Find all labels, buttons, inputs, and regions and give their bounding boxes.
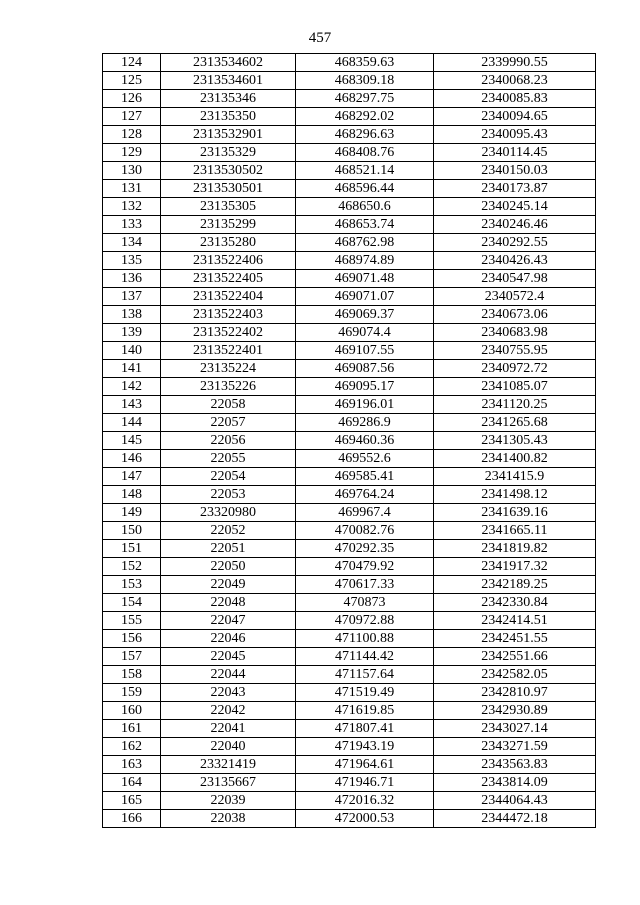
x-coordinate-cell: 468974.89 [296,252,434,270]
x-coordinate-cell: 471157.64 [296,666,434,684]
point-number-cell: 148 [103,486,161,504]
table-row [103,414,596,432]
table-row [103,702,596,720]
y-coordinate-cell: 2341917.32 [434,558,596,576]
point-number-cell: 139 [103,324,161,342]
point-number-cell: 130 [103,162,161,180]
table-row [103,378,596,396]
x-coordinate-cell: 471519.49 [296,684,434,702]
x-coordinate-cell: 469069.37 [296,306,434,324]
point-number-cell: 125 [103,72,161,90]
y-coordinate-cell: 2341265.68 [434,414,596,432]
point-number-cell: 136 [103,270,161,288]
x-coordinate-cell: 470873 [296,594,434,612]
table-row [103,108,596,126]
point-id-cell: 2313530501 [161,180,296,198]
x-coordinate-cell: 468596.44 [296,180,434,198]
point-id-cell: 23135329 [161,144,296,162]
table-row [103,450,596,468]
point-number-cell: 135 [103,252,161,270]
y-coordinate-cell: 2339990.55 [434,54,596,72]
point-id-cell: 23135280 [161,234,296,252]
point-number-cell: 161 [103,720,161,738]
y-coordinate-cell: 2340547.98 [434,270,596,288]
point-number-cell: 141 [103,360,161,378]
point-number-cell: 159 [103,684,161,702]
point-number-cell: 152 [103,558,161,576]
point-id-cell: 2313522401 [161,342,296,360]
x-coordinate-cell: 471619.85 [296,702,434,720]
table-row [103,684,596,702]
point-id-cell: 23135299 [161,216,296,234]
point-id-cell: 22046 [161,630,296,648]
table-row [103,72,596,90]
x-coordinate-cell: 469552.6 [296,450,434,468]
point-id-cell: 22038 [161,810,296,828]
x-coordinate-cell: 470082.76 [296,522,434,540]
table-row [103,720,596,738]
table-row [103,666,596,684]
table-row [103,162,596,180]
y-coordinate-cell: 2340085.83 [434,90,596,108]
table-row [103,756,596,774]
point-number-cell: 144 [103,414,161,432]
point-id-cell: 23135224 [161,360,296,378]
x-coordinate-cell: 469764.24 [296,486,434,504]
point-number-cell: 138 [103,306,161,324]
table-row [103,486,596,504]
x-coordinate-cell: 470972.88 [296,612,434,630]
y-coordinate-cell: 2343563.83 [434,756,596,774]
table-row [103,288,596,306]
y-coordinate-cell: 2343027.14 [434,720,596,738]
x-coordinate-cell: 471100.88 [296,630,434,648]
point-id-cell: 22058 [161,396,296,414]
x-coordinate-cell: 468296.63 [296,126,434,144]
point-id-cell: 22040 [161,738,296,756]
table-row [103,54,596,72]
y-coordinate-cell: 2340246.46 [434,216,596,234]
table-row [103,738,596,756]
point-number-cell: 164 [103,774,161,792]
point-number-cell: 143 [103,396,161,414]
point-number-cell: 153 [103,576,161,594]
x-coordinate-cell: 468408.76 [296,144,434,162]
y-coordinate-cell: 2341639.16 [434,504,596,522]
point-id-cell: 23135346 [161,90,296,108]
point-id-cell: 22041 [161,720,296,738]
x-coordinate-cell: 469095.17 [296,378,434,396]
y-coordinate-cell: 2342330.84 [434,594,596,612]
x-coordinate-cell: 468650.6 [296,198,434,216]
y-coordinate-cell: 2341305.43 [434,432,596,450]
x-coordinate-cell: 471144.42 [296,648,434,666]
y-coordinate-cell: 2343814.09 [434,774,596,792]
x-coordinate-cell: 468762.98 [296,234,434,252]
point-number-cell: 142 [103,378,161,396]
table-row [103,342,596,360]
x-coordinate-cell: 471943.19 [296,738,434,756]
point-id-cell: 23135350 [161,108,296,126]
point-number-cell: 147 [103,468,161,486]
point-number-cell: 157 [103,648,161,666]
table-row [103,252,596,270]
table-row [103,216,596,234]
y-coordinate-cell: 2341085.07 [434,378,596,396]
point-number-cell: 137 [103,288,161,306]
y-coordinate-cell: 2342582.05 [434,666,596,684]
x-coordinate-cell: 472016.32 [296,792,434,810]
point-id-cell: 2313534601 [161,72,296,90]
x-coordinate-cell: 469585.41 [296,468,434,486]
point-number-cell: 149 [103,504,161,522]
point-id-cell: 2313522402 [161,324,296,342]
point-id-cell: 22055 [161,450,296,468]
point-number-cell: 162 [103,738,161,756]
point-number-cell: 156 [103,630,161,648]
x-coordinate-cell: 471964.61 [296,756,434,774]
x-coordinate-cell: 471946.71 [296,774,434,792]
y-coordinate-cell: 2340972.72 [434,360,596,378]
y-coordinate-cell: 2340572.4 [434,288,596,306]
point-number-cell: 131 [103,180,161,198]
point-number-cell: 166 [103,810,161,828]
x-coordinate-cell: 468292.02 [296,108,434,126]
y-coordinate-cell: 2340683.98 [434,324,596,342]
x-coordinate-cell: 470292.35 [296,540,434,558]
point-number-cell: 127 [103,108,161,126]
point-id-cell: 22053 [161,486,296,504]
table-row [103,180,596,198]
x-coordinate-cell: 469286.9 [296,414,434,432]
table-row [103,774,596,792]
y-coordinate-cell: 2342551.66 [434,648,596,666]
x-coordinate-cell: 472000.53 [296,810,434,828]
point-number-cell: 126 [103,90,161,108]
point-id-cell: 22048 [161,594,296,612]
table-row [103,270,596,288]
point-id-cell: 22056 [161,432,296,450]
point-id-cell: 22039 [161,792,296,810]
page-number: 457 [308,30,332,46]
table-row [103,612,596,630]
x-coordinate-cell: 469460.36 [296,432,434,450]
y-coordinate-cell: 2341819.82 [434,540,596,558]
y-coordinate-cell: 2344064.43 [434,792,596,810]
point-id-cell: 2313522404 [161,288,296,306]
y-coordinate-cell: 2340068.23 [434,72,596,90]
point-id-cell: 22052 [161,522,296,540]
table-row [103,558,596,576]
x-coordinate-cell: 468653.74 [296,216,434,234]
y-coordinate-cell: 2340114.45 [434,144,596,162]
x-coordinate-cell: 469196.01 [296,396,434,414]
point-id-cell: 2313532901 [161,126,296,144]
x-coordinate-cell: 469087.56 [296,360,434,378]
y-coordinate-cell: 2344472.18 [434,810,596,828]
point-number-cell: 146 [103,450,161,468]
x-coordinate-cell: 468359.63 [296,54,434,72]
y-coordinate-cell: 2342930.89 [434,702,596,720]
point-number-cell: 124 [103,54,161,72]
point-number-cell: 160 [103,702,161,720]
point-id-cell: 22049 [161,576,296,594]
point-id-cell: 22047 [161,612,296,630]
point-number-cell: 133 [103,216,161,234]
x-coordinate-cell: 471807.41 [296,720,434,738]
point-id-cell: 2313522403 [161,306,296,324]
table-row [103,324,596,342]
x-coordinate-cell: 469967.4 [296,504,434,522]
y-coordinate-cell: 2340173.87 [434,180,596,198]
y-coordinate-cell: 2340094.65 [434,108,596,126]
coordinates-table [102,53,596,828]
table-row [103,504,596,522]
table-row [103,468,596,486]
y-coordinate-cell: 2342451.55 [434,630,596,648]
y-coordinate-cell: 2340245.14 [434,198,596,216]
y-coordinate-cell: 2342414.51 [434,612,596,630]
point-number-cell: 155 [103,612,161,630]
point-number-cell: 132 [103,198,161,216]
table-row [103,522,596,540]
point-number-cell: 150 [103,522,161,540]
y-coordinate-cell: 2340095.43 [434,126,596,144]
y-coordinate-cell: 2342189.25 [434,576,596,594]
point-id-cell: 23321419 [161,756,296,774]
table-row [103,126,596,144]
table-row [103,792,596,810]
point-id-cell: 22044 [161,666,296,684]
x-coordinate-cell: 468297.75 [296,90,434,108]
point-id-cell: 22054 [161,468,296,486]
table-row [103,648,596,666]
x-coordinate-cell: 469071.07 [296,288,434,306]
y-coordinate-cell: 2343271.59 [434,738,596,756]
x-coordinate-cell: 469071.48 [296,270,434,288]
y-coordinate-cell: 2342810.97 [434,684,596,702]
point-id-cell: 22043 [161,684,296,702]
table-row [103,576,596,594]
point-number-cell: 158 [103,666,161,684]
y-coordinate-cell: 2340150.03 [434,162,596,180]
point-id-cell: 22057 [161,414,296,432]
point-id-cell: 23135667 [161,774,296,792]
table-row [103,90,596,108]
point-id-cell: 22045 [161,648,296,666]
y-coordinate-cell: 2340673.06 [434,306,596,324]
point-id-cell: 23135305 [161,198,296,216]
point-id-cell: 23320980 [161,504,296,522]
table-row [103,540,596,558]
x-coordinate-cell: 469107.55 [296,342,434,360]
table-row [103,360,596,378]
point-number-cell: 165 [103,792,161,810]
point-id-cell: 2313530502 [161,162,296,180]
x-coordinate-cell: 470617.33 [296,576,434,594]
point-number-cell: 151 [103,540,161,558]
table-row [103,810,596,828]
point-number-cell: 128 [103,126,161,144]
x-coordinate-cell: 468309.18 [296,72,434,90]
table-row [103,198,596,216]
y-coordinate-cell: 2340755.95 [434,342,596,360]
x-coordinate-cell: 468521.14 [296,162,434,180]
point-number-cell: 129 [103,144,161,162]
y-coordinate-cell: 2341120.25 [434,396,596,414]
table-row [103,144,596,162]
point-number-cell: 145 [103,432,161,450]
y-coordinate-cell: 2341400.82 [434,450,596,468]
y-coordinate-cell: 2341415.9 [434,468,596,486]
table-row [103,630,596,648]
point-id-cell: 22042 [161,702,296,720]
point-id-cell: 22051 [161,540,296,558]
point-id-cell: 2313534602 [161,54,296,72]
y-coordinate-cell: 2341498.12 [434,486,596,504]
y-coordinate-cell: 2340292.55 [434,234,596,252]
point-number-cell: 163 [103,756,161,774]
x-coordinate-cell: 470479.92 [296,558,434,576]
table-body [103,54,596,828]
point-number-cell: 140 [103,342,161,360]
point-id-cell: 23135226 [161,378,296,396]
y-coordinate-cell: 2340426.43 [434,252,596,270]
point-number-cell: 154 [103,594,161,612]
table-row [103,432,596,450]
table-row [103,234,596,252]
point-id-cell: 2313522405 [161,270,296,288]
point-id-cell: 22050 [161,558,296,576]
table-row [103,396,596,414]
point-number-cell: 134 [103,234,161,252]
table-row [103,306,596,324]
point-id-cell: 2313522406 [161,252,296,270]
x-coordinate-cell: 469074.4 [296,324,434,342]
y-coordinate-cell: 2341665.11 [434,522,596,540]
table-row [103,594,596,612]
